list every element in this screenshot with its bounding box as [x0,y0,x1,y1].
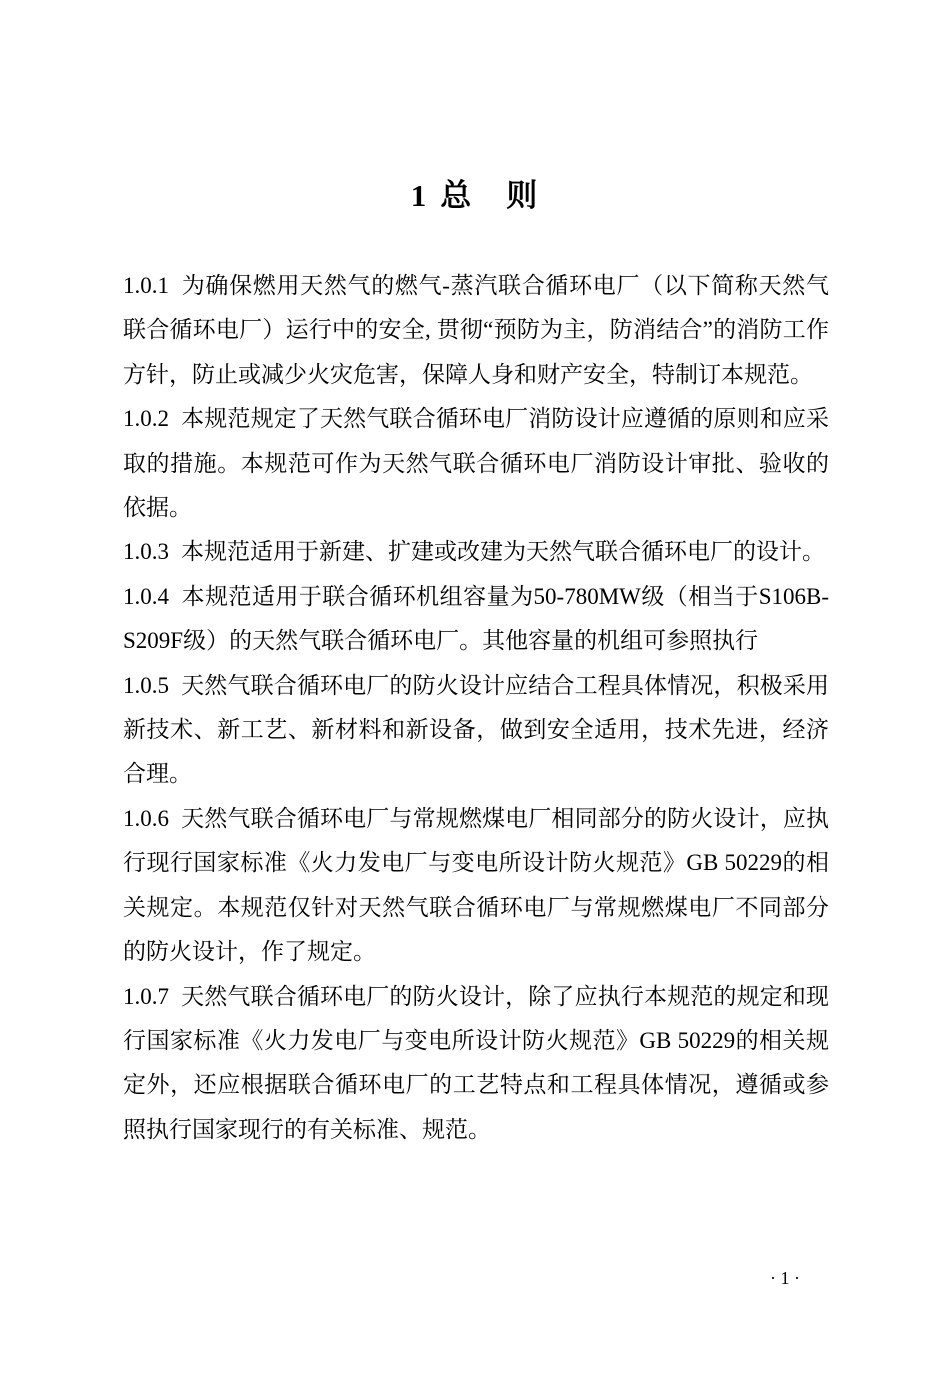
clause-1-0-1 [123,264,829,397]
clause-number: 1.0.1 [123,273,169,298]
clause-1-0-6 [123,797,829,975]
clause-text: 本规范适用于联合循环机组容量为50-780MW级（相当于S106B-S209F级）的天然气联合循环电厂。其他容量的机组可参照执行 [123,583,829,654]
clause-text: 天然气联合循环电厂与常规燃煤电厂相同部分的防火设计，应执行现行国家标准《火力发电厂与变电所设计防火规范》GB 50229的相关规定。本规范仅针对天然气联合循环电厂与常规燃煤电厂不同部分的防火设计，作了规定。 [123,805,829,965]
clause-1-0-5 [123,664,829,797]
clause-1-0-3 [123,530,829,574]
chapter-body [123,264,829,1152]
clause-1-0-7 [123,975,829,1153]
clause-number: 1.0.2 [123,406,169,432]
chapter-number: 1 [410,178,429,213]
chapter-title: 总 则 [440,178,540,213]
clause-number: 1.0.6 [123,805,169,831]
page-number: · 1 · [770,1268,800,1288]
clause-1-0-4 [123,575,829,664]
chapter-heading [0,172,950,220]
clause-1-0-2 [123,397,829,530]
clause-number: 1.0.3 [123,539,169,565]
clause-text: 本规范规定了天然气联合循环电厂消防设计应遵循的原则和应采取的措施。本规范可作为天然气联合循环电厂消防设计审批、验收的依据。 [123,406,829,521]
clause-text: 天然气联合循环电厂的防火设计应结合工程具体情况，积极采用新技术、新工艺、新材料和新设备，做到安全适用，技术先进，经济合理。 [123,672,829,787]
clause-number: 1.0.4 [123,583,169,609]
clause-text: 天然气联合循环电厂的防火设计，除了应执行本规范的规定和现行国家标准《火力发电厂与变电所设计防火规范》GB 50229的相关规定外，还应根据联合循环电厂的工艺特点和工程具体情况，遵循或参照执行国家现行的有关标准、规范。 [123,983,829,1142]
clause-number: 1.0.7 [123,983,169,1009]
clause-text: 为确保燃用天然气的燃气-蒸汽联合循环电厂（以下简称天然气联合循环电厂）运行中的安全, 贯彻“预防为主，防消结合”的消防工作方针，防止或减少火灾危害，保障人身和财产安全，特制订本规范。 [123,273,829,387]
clause-text: 本规范适用于新建、扩建或改建为天然气联合循环电厂的设计。 [181,539,825,565]
clause-number: 1.0.5 [123,672,169,698]
